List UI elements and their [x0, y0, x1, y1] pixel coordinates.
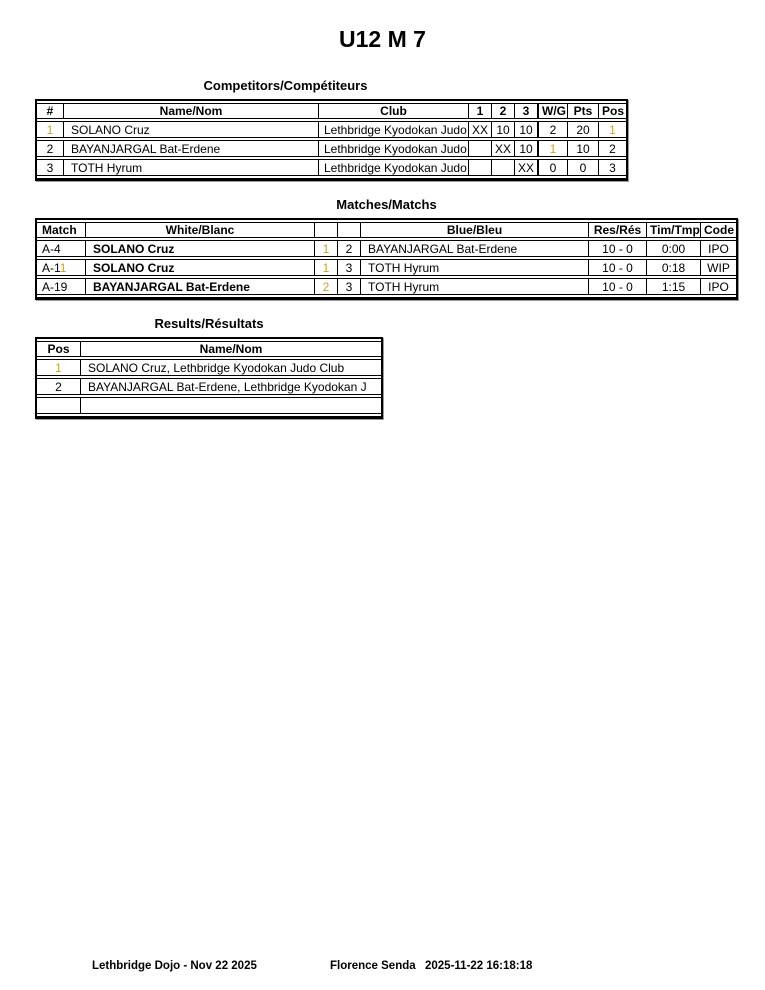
blue-competitor-number: 3	[337, 259, 360, 276]
col-header-white-num	[314, 222, 337, 238]
competitor-row	[37, 121, 626, 138]
competitor-number: 3	[37, 159, 63, 176]
position: 3	[598, 159, 626, 176]
col-header-wg: W/G	[537, 103, 567, 119]
result-position: 2	[37, 378, 80, 395]
score-vs-2: XX	[491, 140, 514, 157]
col-header-match: Match	[37, 222, 85, 238]
match-result: 10 - 0	[588, 278, 646, 295]
competitor-name: BAYANJARGAL Bat-Erdene	[63, 140, 318, 157]
score-vs-1: XX	[468, 121, 491, 138]
result-row	[37, 397, 381, 414]
col-header-1: 1	[468, 103, 491, 119]
col-header-pts: Pts	[567, 103, 598, 119]
score-vs-2	[491, 159, 514, 176]
results-table	[35, 337, 383, 419]
match-id: A-19	[37, 278, 85, 295]
competitor-name: TOTH Hyrum	[63, 159, 318, 176]
col-header-pos: Pos	[37, 341, 80, 357]
position: 1	[598, 121, 626, 138]
footer-timestamp: 2025-11-22 16:18:18	[425, 960, 533, 972]
white-competitor-name: SOLANO Cruz	[85, 240, 314, 257]
match-code: WIP	[700, 259, 736, 276]
result-name: SOLANO Cruz, Lethbridge Kyodokan Judo Club	[80, 359, 381, 376]
score-vs-3: XX	[514, 159, 537, 176]
col-header-blue-num	[337, 222, 360, 238]
col-header-code: Code	[700, 222, 736, 238]
match-code: IPO	[700, 278, 736, 295]
match-time: 1:15	[646, 278, 700, 295]
results-header-row	[37, 341, 381, 357]
result-name	[80, 397, 381, 414]
competitor-name: SOLANO Cruz	[63, 121, 318, 138]
result-row	[37, 359, 381, 376]
col-header-2: 2	[491, 103, 514, 119]
match-time: 0:18	[646, 259, 700, 276]
col-header-white: White/Blanc	[85, 222, 314, 238]
white-competitor-name: SOLANO Cruz	[85, 259, 314, 276]
col-header-res: Res/Rés	[588, 222, 646, 238]
match-row	[37, 240, 736, 257]
page-title: U12 M 7	[339, 26, 426, 52]
competitor-number: 1	[37, 121, 63, 138]
matches-section-title: Matches/Matchs	[336, 197, 437, 212]
score-vs-3: 10	[514, 121, 537, 138]
col-header-club: Club	[318, 103, 468, 119]
blue-competitor-number: 3	[337, 278, 360, 295]
result-position	[37, 397, 80, 414]
col-header-name: Name/Nom	[63, 103, 318, 119]
blue-competitor-number: 2	[337, 240, 360, 257]
col-header-num: #	[37, 103, 63, 119]
wins-count: 0	[537, 159, 567, 176]
footer-venue-date: Lethbridge Dojo - Nov 22 2025	[92, 960, 257, 972]
matches-header-row	[37, 222, 736, 238]
position: 2	[598, 140, 626, 157]
col-header-blue: Blue/Bleu	[360, 222, 588, 238]
competitor-row	[37, 140, 626, 157]
score-vs-2: 10	[491, 121, 514, 138]
result-position: 1	[37, 359, 80, 376]
match-time: 0:00	[646, 240, 700, 257]
col-header-name: Name/Nom	[80, 341, 381, 357]
blue-competitor-name: TOTH Hyrum	[360, 259, 588, 276]
points: 20	[567, 121, 598, 138]
blue-competitor-name: TOTH Hyrum	[360, 278, 588, 295]
matches-table	[35, 218, 738, 300]
result-name: BAYANJARGAL Bat-Erdene, Lethbridge Kyodokan J	[80, 378, 381, 395]
competitor-number: 2	[37, 140, 63, 157]
competitors-header-row	[37, 103, 626, 119]
match-result: 10 - 0	[588, 240, 646, 257]
score-vs-1	[468, 140, 491, 157]
col-header-pos: Pos	[598, 103, 626, 119]
col-header-3: 3	[514, 103, 537, 119]
competitors-section-title: Competitors/Compétiteurs	[203, 78, 368, 93]
match-id: A-11	[37, 259, 85, 276]
match-row	[37, 259, 736, 276]
points: 10	[567, 140, 598, 157]
competitor-row	[37, 159, 626, 176]
match-code: IPO	[700, 240, 736, 257]
match-id: A-4	[37, 240, 85, 257]
wins-count: 2	[537, 121, 567, 138]
results-section-title: Results/Résultats	[154, 316, 264, 331]
white-competitor-name: BAYANJARGAL Bat-Erdene	[85, 278, 314, 295]
white-competitor-number: 1	[314, 240, 337, 257]
competitor-club: Lethbridge Kyodokan Judo	[318, 140, 468, 157]
competitor-club: Lethbridge Kyodokan Judo	[318, 121, 468, 138]
footer-author: Florence Senda	[330, 960, 416, 972]
result-row	[37, 378, 381, 395]
match-row	[37, 278, 736, 295]
points: 0	[567, 159, 598, 176]
score-vs-3: 10	[514, 140, 537, 157]
competitors-table	[35, 99, 628, 181]
wins-count: 1	[537, 140, 567, 157]
blue-competitor-name: BAYANJARGAL Bat-Erdene	[360, 240, 588, 257]
white-competitor-number: 1	[314, 259, 337, 276]
competitor-club: Lethbridge Kyodokan Judo	[318, 159, 468, 176]
col-header-time: Tim/Tmp	[646, 222, 700, 238]
score-vs-1	[468, 159, 491, 176]
match-result: 10 - 0	[588, 259, 646, 276]
white-competitor-number: 2	[314, 278, 337, 295]
